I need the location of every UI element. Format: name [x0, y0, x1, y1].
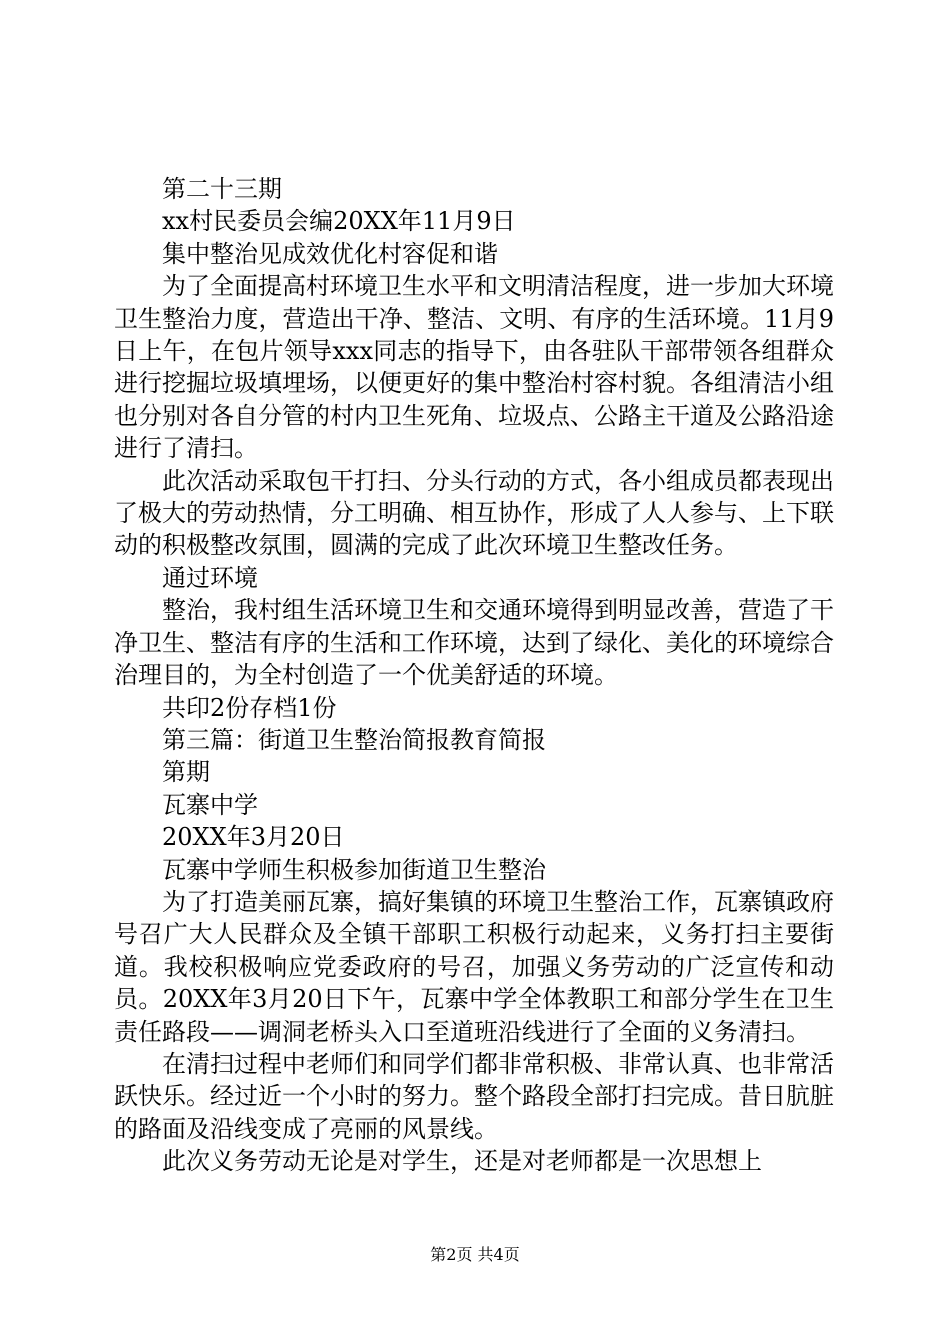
school-name: 瓦寨中学 — [162, 790, 258, 819]
body-paragraph: 此次活动采取包干打扫、分头行动的方式，各小组成员都表现出了极大的劳动热情，分工明确、相互协作，形成了人人参与、上下联动的积极整改氛围，圆满的完成了此次环境卫生整改任务。 — [114, 466, 834, 560]
body-paragraph: 在清扫过程中老师们和同学们都非常积极、非常认真、也非常活跃快乐。经过近一个小时的努力。整个路段全部打扫完成。昔日肮脏的路面及沿线变成了亮丽的风景线。 — [114, 1049, 834, 1143]
body-paragraph: 此次义务劳动无论是对学生，还是对老师都是一次思想上 — [162, 1147, 762, 1176]
issue-number: 第二十三期 — [162, 175, 282, 203]
article-title: 瓦寨中学师生积极参加街道卫生整治 — [162, 855, 546, 884]
section-heading: 第三篇：街道卫生整治简报教育简报 — [162, 725, 546, 754]
date-line: 20XX年3月20日 — [162, 823, 345, 852]
issue-number: 第期 — [162, 758, 210, 787]
body-paragraph: 为了全面提高村环境卫生水平和文明清洁程度，进一步加大环境卫生整治力度，营造出干净、整洁、文明、有序的生活环境。11月9日上午，在包片领导xxx同志的指导下，由各驻队干部带领各组群众进行挖掘垃圾填埋场，以便更好的集中整治村容村貌。各组清洁小组也分别对各自分管的村内卫生死角、垃圾点、公路主干道及公路沿途进行了清扫。 — [114, 272, 834, 463]
print-note: 共印2份存档1份 — [162, 693, 337, 722]
document-body — [114, 173, 834, 1178]
body-paragraph: 整治，我村组生活环境卫生和交通环境得到明显改善，营造了干净卫生、整洁有序的生活和工作环境，达到了绿化、美化的环境综合治理目的，为全村创造了一个优美舒适的环境。 — [114, 596, 834, 690]
publisher-date-line: xx村民委员会编20XX年11月9日 — [162, 207, 516, 236]
body-paragraph: 为了打造美丽瓦寨，搞好集镇的环境卫生整治工作，瓦寨镇政府号召广大人民群众及全镇干部职工积极行动起来，义务打扫主要街道。我校积极响应党委政府的号召，加强义务劳动的广泛宣传和动员。20XX年3月20日下午，瓦寨中学全体教职工和部分学生在卫生责任路段——调洞老桥头入口至道班沿线进行了全面的义务清扫。 — [114, 887, 834, 1046]
page-footer: 第2页 共4页 — [430, 1245, 520, 1264]
article-title: 集中整治见成效优化村容促和谐 — [162, 239, 498, 268]
body-paragraph: 通过环境 — [162, 563, 258, 592]
